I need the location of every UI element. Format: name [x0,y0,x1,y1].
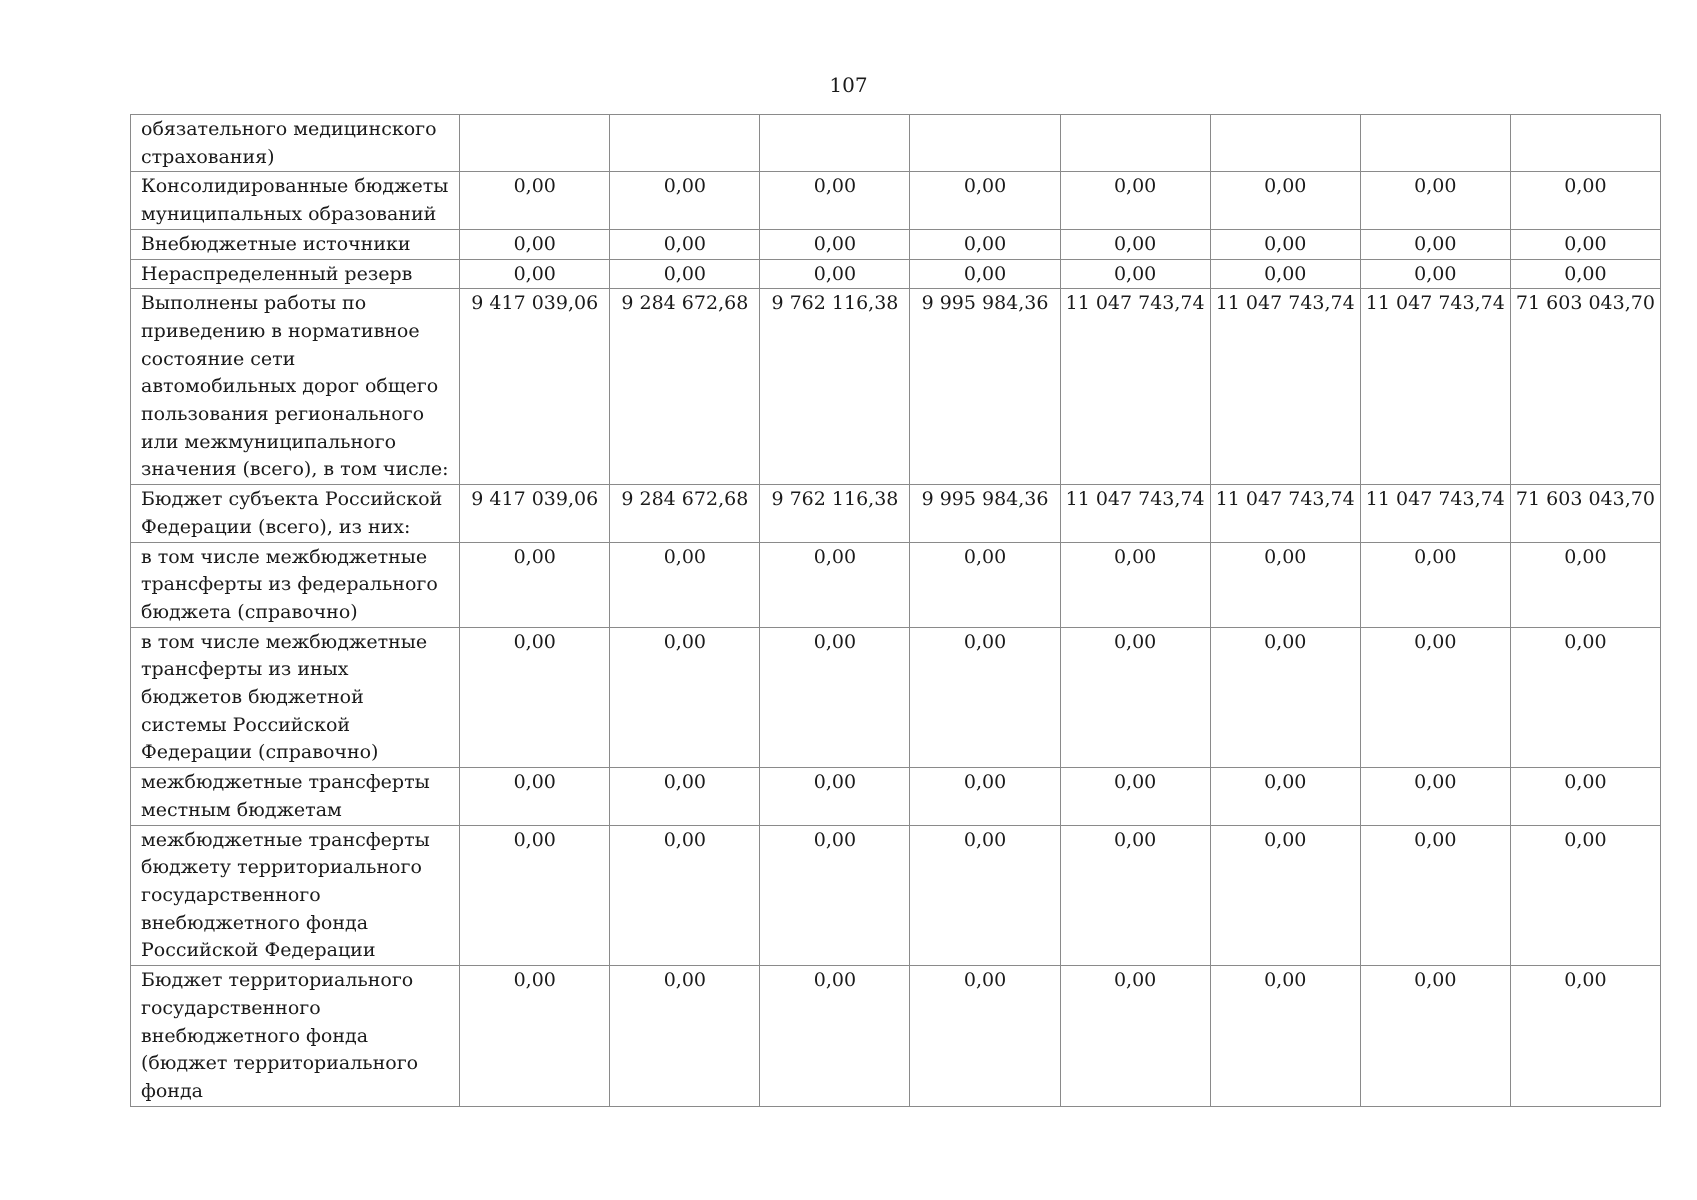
table-body [131,115,1661,1107]
value-cell: 0,00 [760,172,910,229]
table-row [131,485,1661,542]
value-cell: 0,00 [910,768,1060,825]
value-cell: 11 047 743,74 [1060,289,1210,485]
value-cell: 0,00 [1360,627,1510,768]
table-row [131,627,1661,768]
budget-table [130,114,1661,1107]
value-cell: 0,00 [1210,768,1360,825]
value-cell: 0,00 [1360,542,1510,627]
value-cell: 9 762 116,38 [760,289,910,485]
value-cell: 0,00 [1510,966,1660,1107]
value-cell: 0,00 [910,172,1060,229]
row-label-cell: обязательного медицинского страхования) [131,115,460,172]
value-cell [1060,115,1210,172]
value-cell: 0,00 [1210,966,1360,1107]
value-cell: 0,00 [910,825,1060,966]
value-cell: 9 995 984,36 [910,485,1060,542]
value-cell: 0,00 [1510,627,1660,768]
value-cell: 0,00 [610,542,760,627]
value-cell: 9 284 672,68 [610,289,760,485]
table-row [131,289,1661,485]
row-label-cell: в том числе межбюджетные трансферты из федерального бюджета (справочно) [131,542,460,627]
table-row [131,542,1661,627]
value-cell: 0,00 [1360,768,1510,825]
table-row [131,172,1661,229]
table-row [131,259,1661,289]
value-cell: 0,00 [610,259,760,289]
table-row [131,229,1661,259]
value-cell: 0,00 [1210,542,1360,627]
value-cell: 0,00 [460,966,610,1107]
value-cell: 0,00 [1360,259,1510,289]
value-cell: 9 417 039,06 [460,289,610,485]
value-cell: 9 417 039,06 [460,485,610,542]
value-cell [1360,115,1510,172]
value-cell [910,115,1060,172]
value-cell: 0,00 [1060,768,1210,825]
value-cell: 0,00 [1060,259,1210,289]
value-cell: 0,00 [1060,627,1210,768]
value-cell: 0,00 [1210,825,1360,966]
value-cell: 9 762 116,38 [760,485,910,542]
value-cell: 0,00 [760,259,910,289]
value-cell: 0,00 [1510,825,1660,966]
value-cell: 11 047 743,74 [1210,289,1360,485]
row-label-cell: Выполнены работы по приведению в нормативное состояние сети автомобильных дорог общего пользования регионального или межмуниципального значения (всего), в том числе: [131,289,460,485]
value-cell: 9 284 672,68 [610,485,760,542]
value-cell: 0,00 [1510,542,1660,627]
value-cell: 0,00 [460,825,610,966]
value-cell: 0,00 [1510,768,1660,825]
value-cell: 0,00 [1510,229,1660,259]
value-cell: 0,00 [1210,627,1360,768]
value-cell [760,115,910,172]
value-cell: 0,00 [460,259,610,289]
value-cell: 0,00 [1060,825,1210,966]
value-cell: 71 603 043,70 [1510,485,1660,542]
value-cell: 0,00 [1210,172,1360,229]
table-row [131,115,1661,172]
value-cell: 0,00 [760,768,910,825]
value-cell: 11 047 743,74 [1060,485,1210,542]
value-cell: 0,00 [760,542,910,627]
value-cell: 0,00 [1360,966,1510,1107]
row-label-cell: межбюджетные трансферты бюджету территориального государственного внебюджетного фонда Российской Федерации [131,825,460,966]
value-cell [460,115,610,172]
value-cell: 0,00 [910,542,1060,627]
value-cell: 0,00 [1360,172,1510,229]
row-label-cell: в том числе межбюджетные трансферты из иных бюджетов бюджетной системы Российской Федерации (справочно) [131,627,460,768]
value-cell: 0,00 [460,229,610,259]
value-cell: 0,00 [910,627,1060,768]
row-label-cell: Бюджет территориального государственного внебюджетного фонда (бюджет территориального фонда [131,966,460,1107]
value-cell: 0,00 [1060,542,1210,627]
value-cell: 0,00 [460,627,610,768]
table-row [131,768,1661,825]
value-cell: 0,00 [460,768,610,825]
value-cell: 0,00 [910,966,1060,1107]
value-cell: 0,00 [610,825,760,966]
row-label-cell: Бюджет субъекта Российской Федерации (всего), из них: [131,485,460,542]
row-label-cell: межбюджетные трансферты местным бюджетам [131,768,460,825]
row-label-cell: Консолидированные бюджеты муниципальных образований [131,172,460,229]
value-cell: 0,00 [1210,229,1360,259]
value-cell: 0,00 [760,966,910,1107]
page-number: 107 [829,73,868,97]
value-cell: 0,00 [1060,966,1210,1107]
value-cell: 0,00 [1510,259,1660,289]
value-cell: 0,00 [910,229,1060,259]
value-cell: 0,00 [910,259,1060,289]
value-cell: 0,00 [760,627,910,768]
table-row [131,966,1661,1107]
table-row [131,825,1661,966]
value-cell: 9 995 984,36 [910,289,1060,485]
row-label-cell: Внебюджетные источники [131,229,460,259]
value-cell: 71 603 043,70 [1510,289,1660,485]
value-cell: 11 047 743,74 [1360,485,1510,542]
value-cell: 0,00 [1210,259,1360,289]
value-cell: 0,00 [1510,172,1660,229]
value-cell: 0,00 [610,172,760,229]
value-cell [610,115,760,172]
value-cell: 0,00 [610,768,760,825]
value-cell: 0,00 [610,229,760,259]
value-cell: 0,00 [610,966,760,1107]
value-cell: 0,00 [460,542,610,627]
value-cell: 0,00 [760,229,910,259]
value-cell: 0,00 [1360,825,1510,966]
value-cell: 0,00 [610,627,760,768]
value-cell: 11 047 743,74 [1210,485,1360,542]
value-cell [1210,115,1360,172]
value-cell: 0,00 [1060,229,1210,259]
row-label-cell: Нераспределенный резерв [131,259,460,289]
value-cell: 0,00 [460,172,610,229]
value-cell: 11 047 743,74 [1360,289,1510,485]
value-cell [1510,115,1660,172]
value-cell: 0,00 [1360,229,1510,259]
value-cell: 0,00 [760,825,910,966]
value-cell: 0,00 [1060,172,1210,229]
